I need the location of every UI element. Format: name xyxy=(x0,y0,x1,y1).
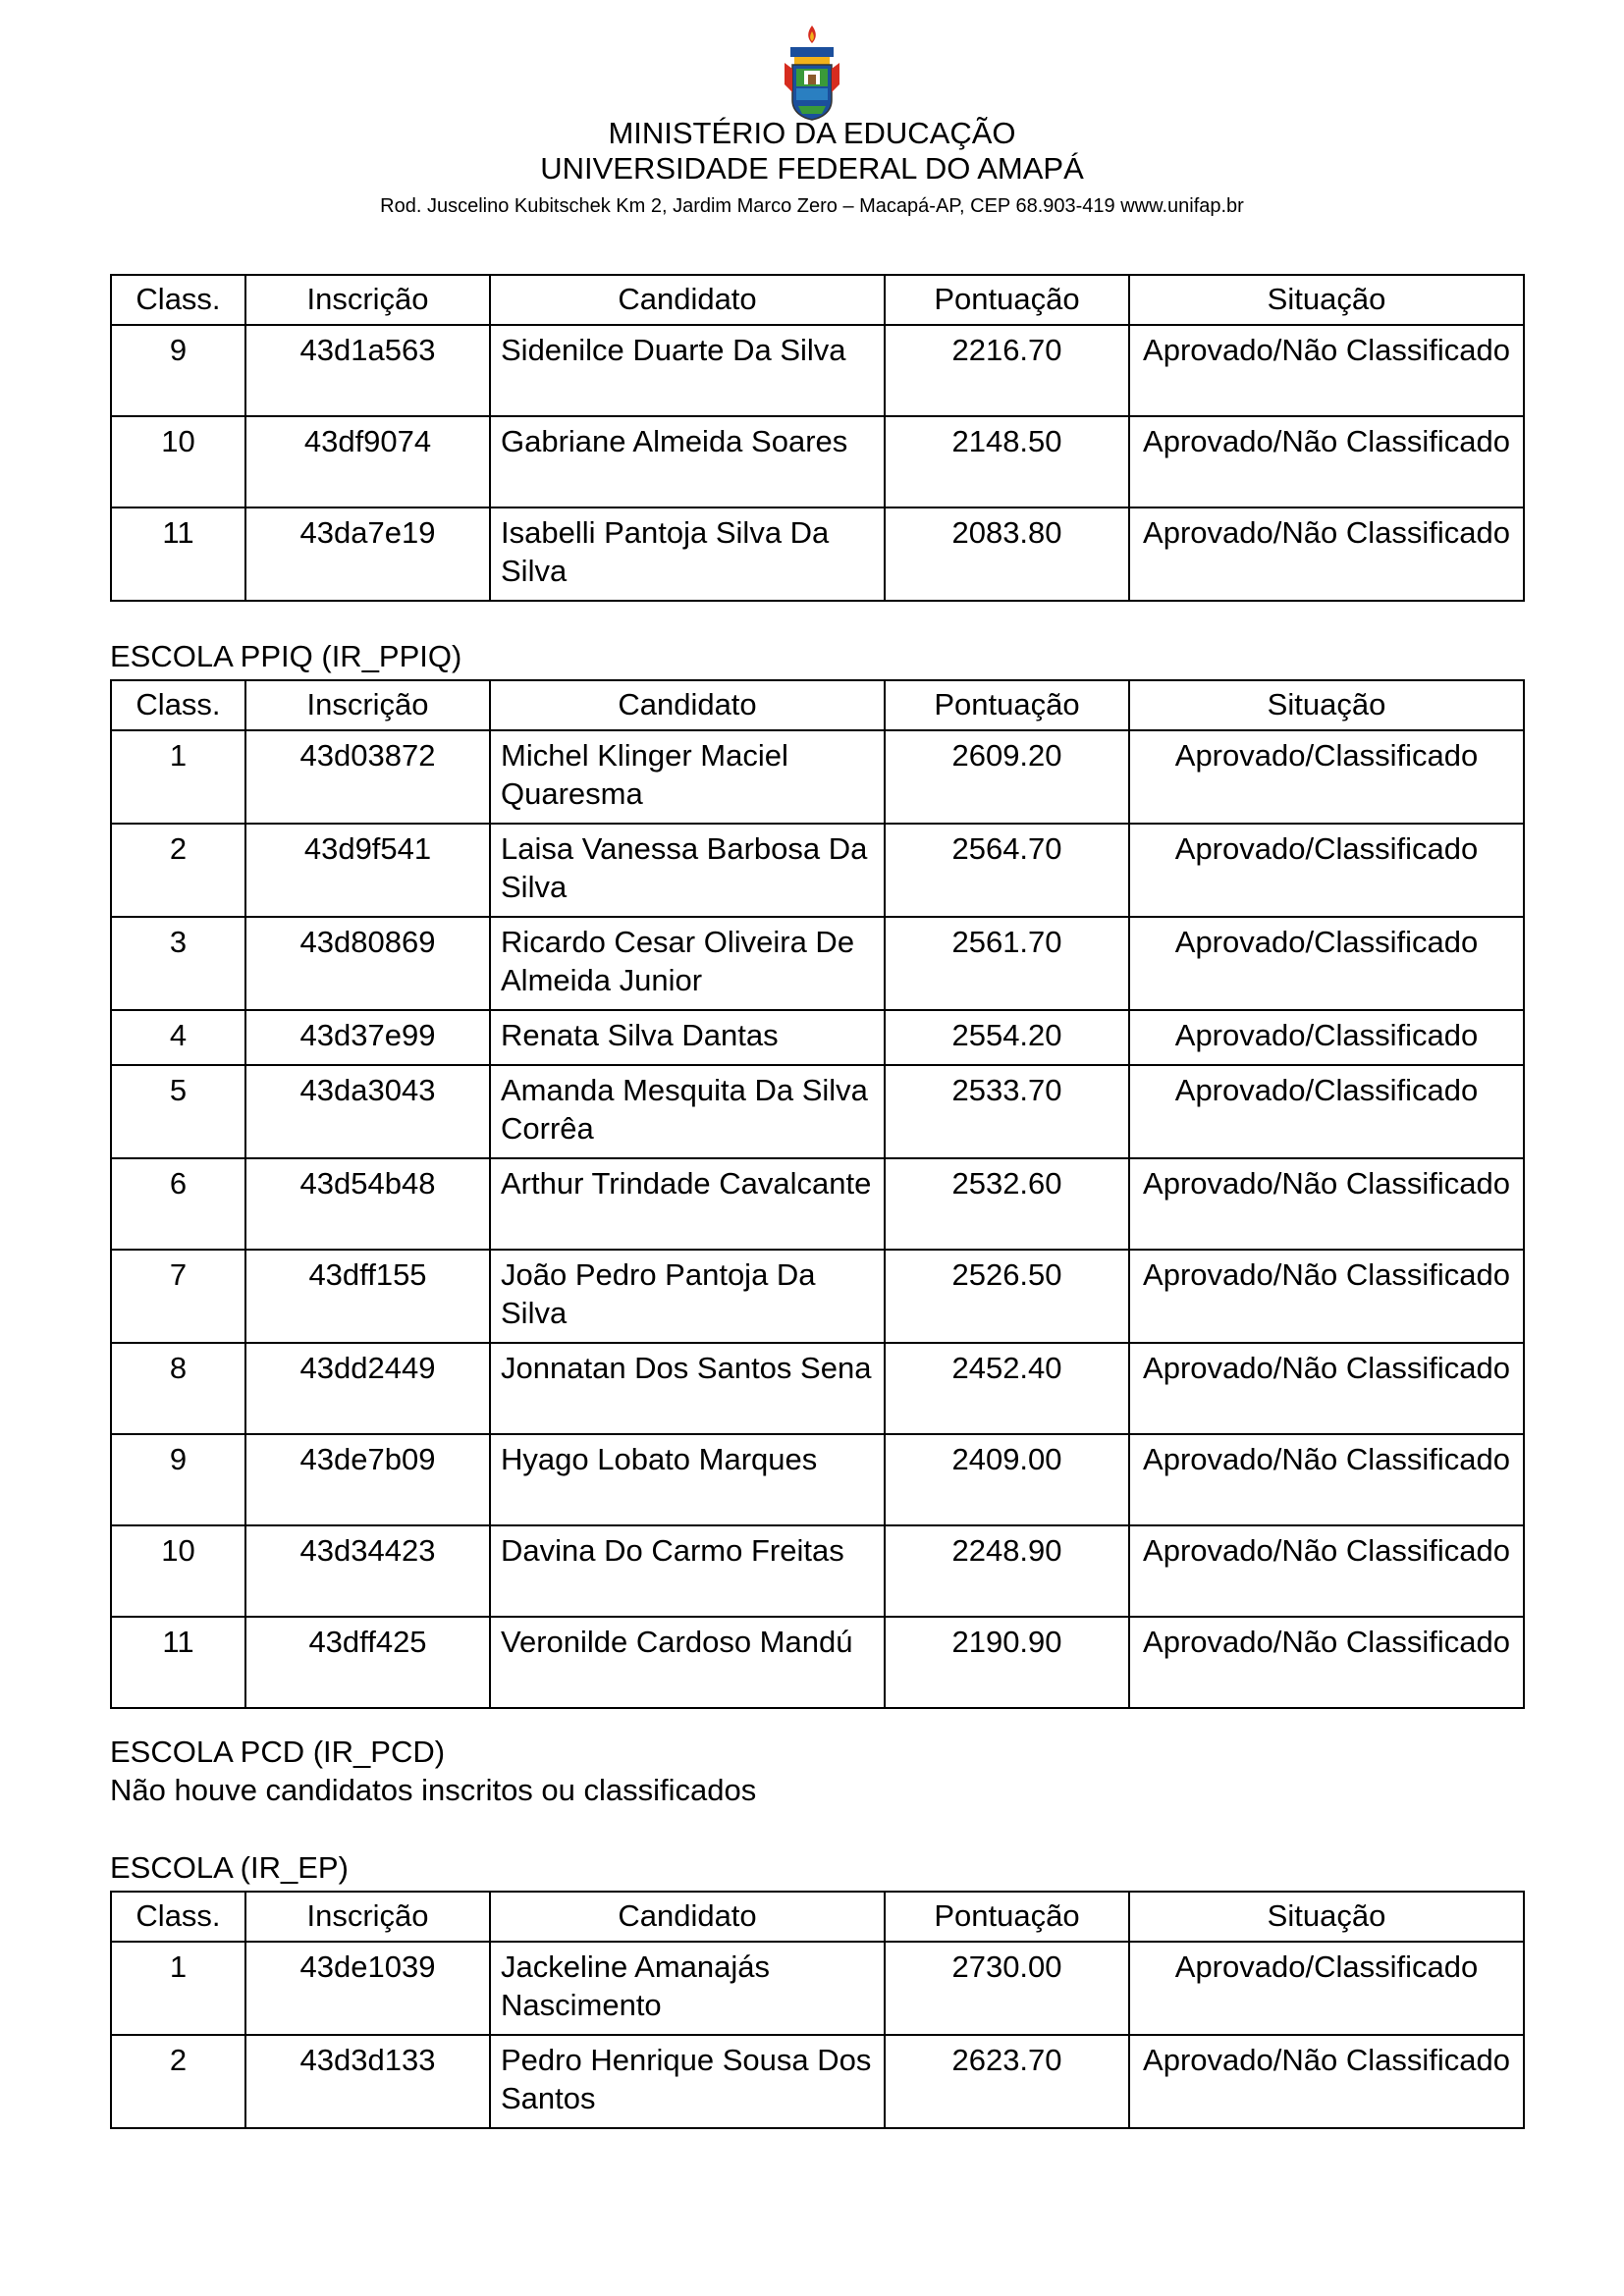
cell-class: 10 xyxy=(111,416,245,507)
cell-situacao: Aprovado/Classificado xyxy=(1129,1942,1524,2035)
cell-situacao: Aprovado/Classificado xyxy=(1129,824,1524,917)
cell-candidato: Gabriane Almeida Soares xyxy=(490,416,885,507)
cell-candidato: Jonnatan Dos Santos Sena xyxy=(490,1343,885,1434)
table-header-row xyxy=(111,275,1524,325)
cell-class: 3 xyxy=(111,917,245,1010)
cell-pontuacao: 2148.50 xyxy=(885,416,1129,507)
cell-candidato: Sidenilce Duarte Da Silva xyxy=(490,325,885,416)
cell-situacao: Aprovado/Não Classificado xyxy=(1129,1343,1524,1434)
col-candidato: Candidato xyxy=(490,275,885,325)
unifap-coat-of-arms-icon xyxy=(783,24,841,122)
cell-candidato: Isabelli Pantoja Silva Da Silva xyxy=(490,507,885,601)
table-row xyxy=(111,1942,1524,2035)
cell-inscricao: 43da3043 xyxy=(245,1065,490,1158)
cell-candidato: Hyago Lobato Marques xyxy=(490,1434,885,1525)
col-inscricao: Inscrição xyxy=(245,1892,490,1942)
cell-pontuacao: 2561.70 xyxy=(885,917,1129,1010)
col-candidato: Candidato xyxy=(490,1892,885,1942)
cell-class: 8 xyxy=(111,1343,245,1434)
table-row xyxy=(111,1617,1524,1708)
cell-pontuacao: 2564.70 xyxy=(885,824,1129,917)
cell-inscricao: 43dff425 xyxy=(245,1617,490,1708)
cell-class: 9 xyxy=(111,1434,245,1525)
col-pontuacao: Pontuação xyxy=(885,680,1129,730)
table-header-row xyxy=(111,680,1524,730)
cell-situacao: Aprovado/Classificado xyxy=(1129,730,1524,824)
cell-class: 4 xyxy=(111,1010,245,1065)
cell-class: 6 xyxy=(111,1158,245,1250)
ministry-title: MINISTÉRIO DA EDUCAÇÃO xyxy=(608,116,1016,150)
col-class: Class. xyxy=(111,680,245,730)
results-table-ep xyxy=(110,1891,1525,2129)
cell-class: 5 xyxy=(111,1065,245,1158)
cell-pontuacao: 2526.50 xyxy=(885,1250,1129,1343)
col-inscricao: Inscrição xyxy=(245,680,490,730)
address-line: Rod. Juscelino Kubitschek Km 2, Jardim Marco Zero – Macapá-AP, CEP 68.903-419 www.unifap.br xyxy=(380,195,1244,217)
cell-situacao: Aprovado/Não Classificado xyxy=(1129,1434,1524,1525)
results-table-ppiq xyxy=(110,679,1525,1709)
cell-candidato: Davina Do Carmo Freitas xyxy=(490,1525,885,1617)
cell-class: 9 xyxy=(111,325,245,416)
cell-candidato: Veronilde Cardoso Mandú xyxy=(490,1617,885,1708)
cell-inscricao: 43dff155 xyxy=(245,1250,490,1343)
cell-pontuacao: 2216.70 xyxy=(885,325,1129,416)
cell-candidato: Michel Klinger Maciel Quaresma xyxy=(490,730,885,824)
table-row xyxy=(111,1343,1524,1434)
cell-candidato: João Pedro Pantoja Da Silva xyxy=(490,1250,885,1343)
cell-inscricao: 43de1039 xyxy=(245,1942,490,2035)
section-title-pcd: ESCOLA PCD (IR_PCD) xyxy=(110,1735,446,1769)
cell-inscricao: 43dd2449 xyxy=(245,1343,490,1434)
cell-situacao: Aprovado/Não Classificado xyxy=(1129,325,1524,416)
cell-inscricao: 43df9074 xyxy=(245,416,490,507)
cell-inscricao: 43d1a563 xyxy=(245,325,490,416)
university-title: UNIVERSIDADE FEDERAL DO AMAPÁ xyxy=(540,151,1084,186)
cell-candidato: Pedro Henrique Sousa Dos Santos xyxy=(490,2035,885,2128)
table-row xyxy=(111,416,1524,507)
cell-class: 7 xyxy=(111,1250,245,1343)
table-row xyxy=(111,1158,1524,1250)
section-title-ppiq: ESCOLA PPIQ (IR_PPIQ) xyxy=(110,639,462,673)
table-row xyxy=(111,1250,1524,1343)
cell-situacao: Aprovado/Não Classificado xyxy=(1129,416,1524,507)
cell-situacao: Aprovado/Não Classificado xyxy=(1129,1525,1524,1617)
section-title-ep: ESCOLA (IR_EP) xyxy=(110,1850,349,1885)
cell-situacao: Aprovado/Não Classificado xyxy=(1129,1158,1524,1250)
cell-situacao: Aprovado/Classificado xyxy=(1129,1010,1524,1065)
col-candidato: Candidato xyxy=(490,680,885,730)
col-situacao: Situação xyxy=(1129,275,1524,325)
cell-inscricao: 43d54b48 xyxy=(245,1158,490,1250)
cell-pontuacao: 2609.20 xyxy=(885,730,1129,824)
cell-candidato: Amanda Mesquita Da Silva Corrêa xyxy=(490,1065,885,1158)
cell-situacao: Aprovado/Não Classificado xyxy=(1129,507,1524,601)
col-class: Class. xyxy=(111,1892,245,1942)
cell-inscricao: 43d3d133 xyxy=(245,2035,490,2128)
results-table-continuation xyxy=(110,274,1525,602)
cell-candidato: Renata Silva Dantas xyxy=(490,1010,885,1065)
cell-situacao: Aprovado/Não Classificado xyxy=(1129,1617,1524,1708)
cell-class: 10 xyxy=(111,1525,245,1617)
cell-situacao: Aprovado/Classificado xyxy=(1129,917,1524,1010)
table-row xyxy=(111,1010,1524,1065)
col-pontuacao: Pontuação xyxy=(885,275,1129,325)
table-row xyxy=(111,1434,1524,1525)
cell-pontuacao: 2190.90 xyxy=(885,1617,1129,1708)
cell-pontuacao: 2409.00 xyxy=(885,1434,1129,1525)
cell-inscricao: 43d9f541 xyxy=(245,824,490,917)
col-situacao: Situação xyxy=(1129,1892,1524,1942)
cell-inscricao: 43d37e99 xyxy=(245,1010,490,1065)
table-row xyxy=(111,507,1524,601)
cell-class: 2 xyxy=(111,2035,245,2128)
table-row xyxy=(111,1525,1524,1617)
cell-pontuacao: 2623.70 xyxy=(885,2035,1129,2128)
cell-class: 11 xyxy=(111,1617,245,1708)
col-situacao: Situação xyxy=(1129,680,1524,730)
table-row xyxy=(111,917,1524,1010)
col-pontuacao: Pontuação xyxy=(885,1892,1129,1942)
cell-inscricao: 43d03872 xyxy=(245,730,490,824)
col-class: Class. xyxy=(111,275,245,325)
table-row xyxy=(111,325,1524,416)
cell-pontuacao: 2452.40 xyxy=(885,1343,1129,1434)
cell-situacao: Aprovado/Não Classificado xyxy=(1129,2035,1524,2128)
cell-candidato: Ricardo Cesar Oliveira De Almeida Junior xyxy=(490,917,885,1010)
cell-pontuacao: 2730.00 xyxy=(885,1942,1129,2035)
table-row xyxy=(111,2035,1524,2128)
col-inscricao: Inscrição xyxy=(245,275,490,325)
cell-candidato: Jackeline Amanajás Nascimento xyxy=(490,1942,885,2035)
cell-class: 11 xyxy=(111,507,245,601)
cell-inscricao: 43d34423 xyxy=(245,1525,490,1617)
cell-candidato: Laisa Vanessa Barbosa Da Silva xyxy=(490,824,885,917)
cell-class: 1 xyxy=(111,730,245,824)
cell-situacao: Aprovado/Não Classificado xyxy=(1129,1250,1524,1343)
table-header-row xyxy=(111,1892,1524,1942)
cell-inscricao: 43de7b09 xyxy=(245,1434,490,1525)
cell-pontuacao: 2083.80 xyxy=(885,507,1129,601)
cell-situacao: Aprovado/Classificado xyxy=(1129,1065,1524,1158)
cell-pontuacao: 2554.20 xyxy=(885,1010,1129,1065)
cell-candidato: Arthur Trindade Cavalcante xyxy=(490,1158,885,1250)
cell-pontuacao: 2532.60 xyxy=(885,1158,1129,1250)
cell-class: 2 xyxy=(111,824,245,917)
table-row xyxy=(111,824,1524,917)
cell-inscricao: 43d80869 xyxy=(245,917,490,1010)
cell-inscricao: 43da7e19 xyxy=(245,507,490,601)
cell-class: 1 xyxy=(111,1942,245,2035)
cell-pontuacao: 2533.70 xyxy=(885,1065,1129,1158)
cell-pontuacao: 2248.90 xyxy=(885,1525,1129,1617)
table-row xyxy=(111,730,1524,824)
no-candidates-note: Não houve candidatos inscritos ou classificados xyxy=(110,1773,757,1807)
table-row xyxy=(111,1065,1524,1158)
